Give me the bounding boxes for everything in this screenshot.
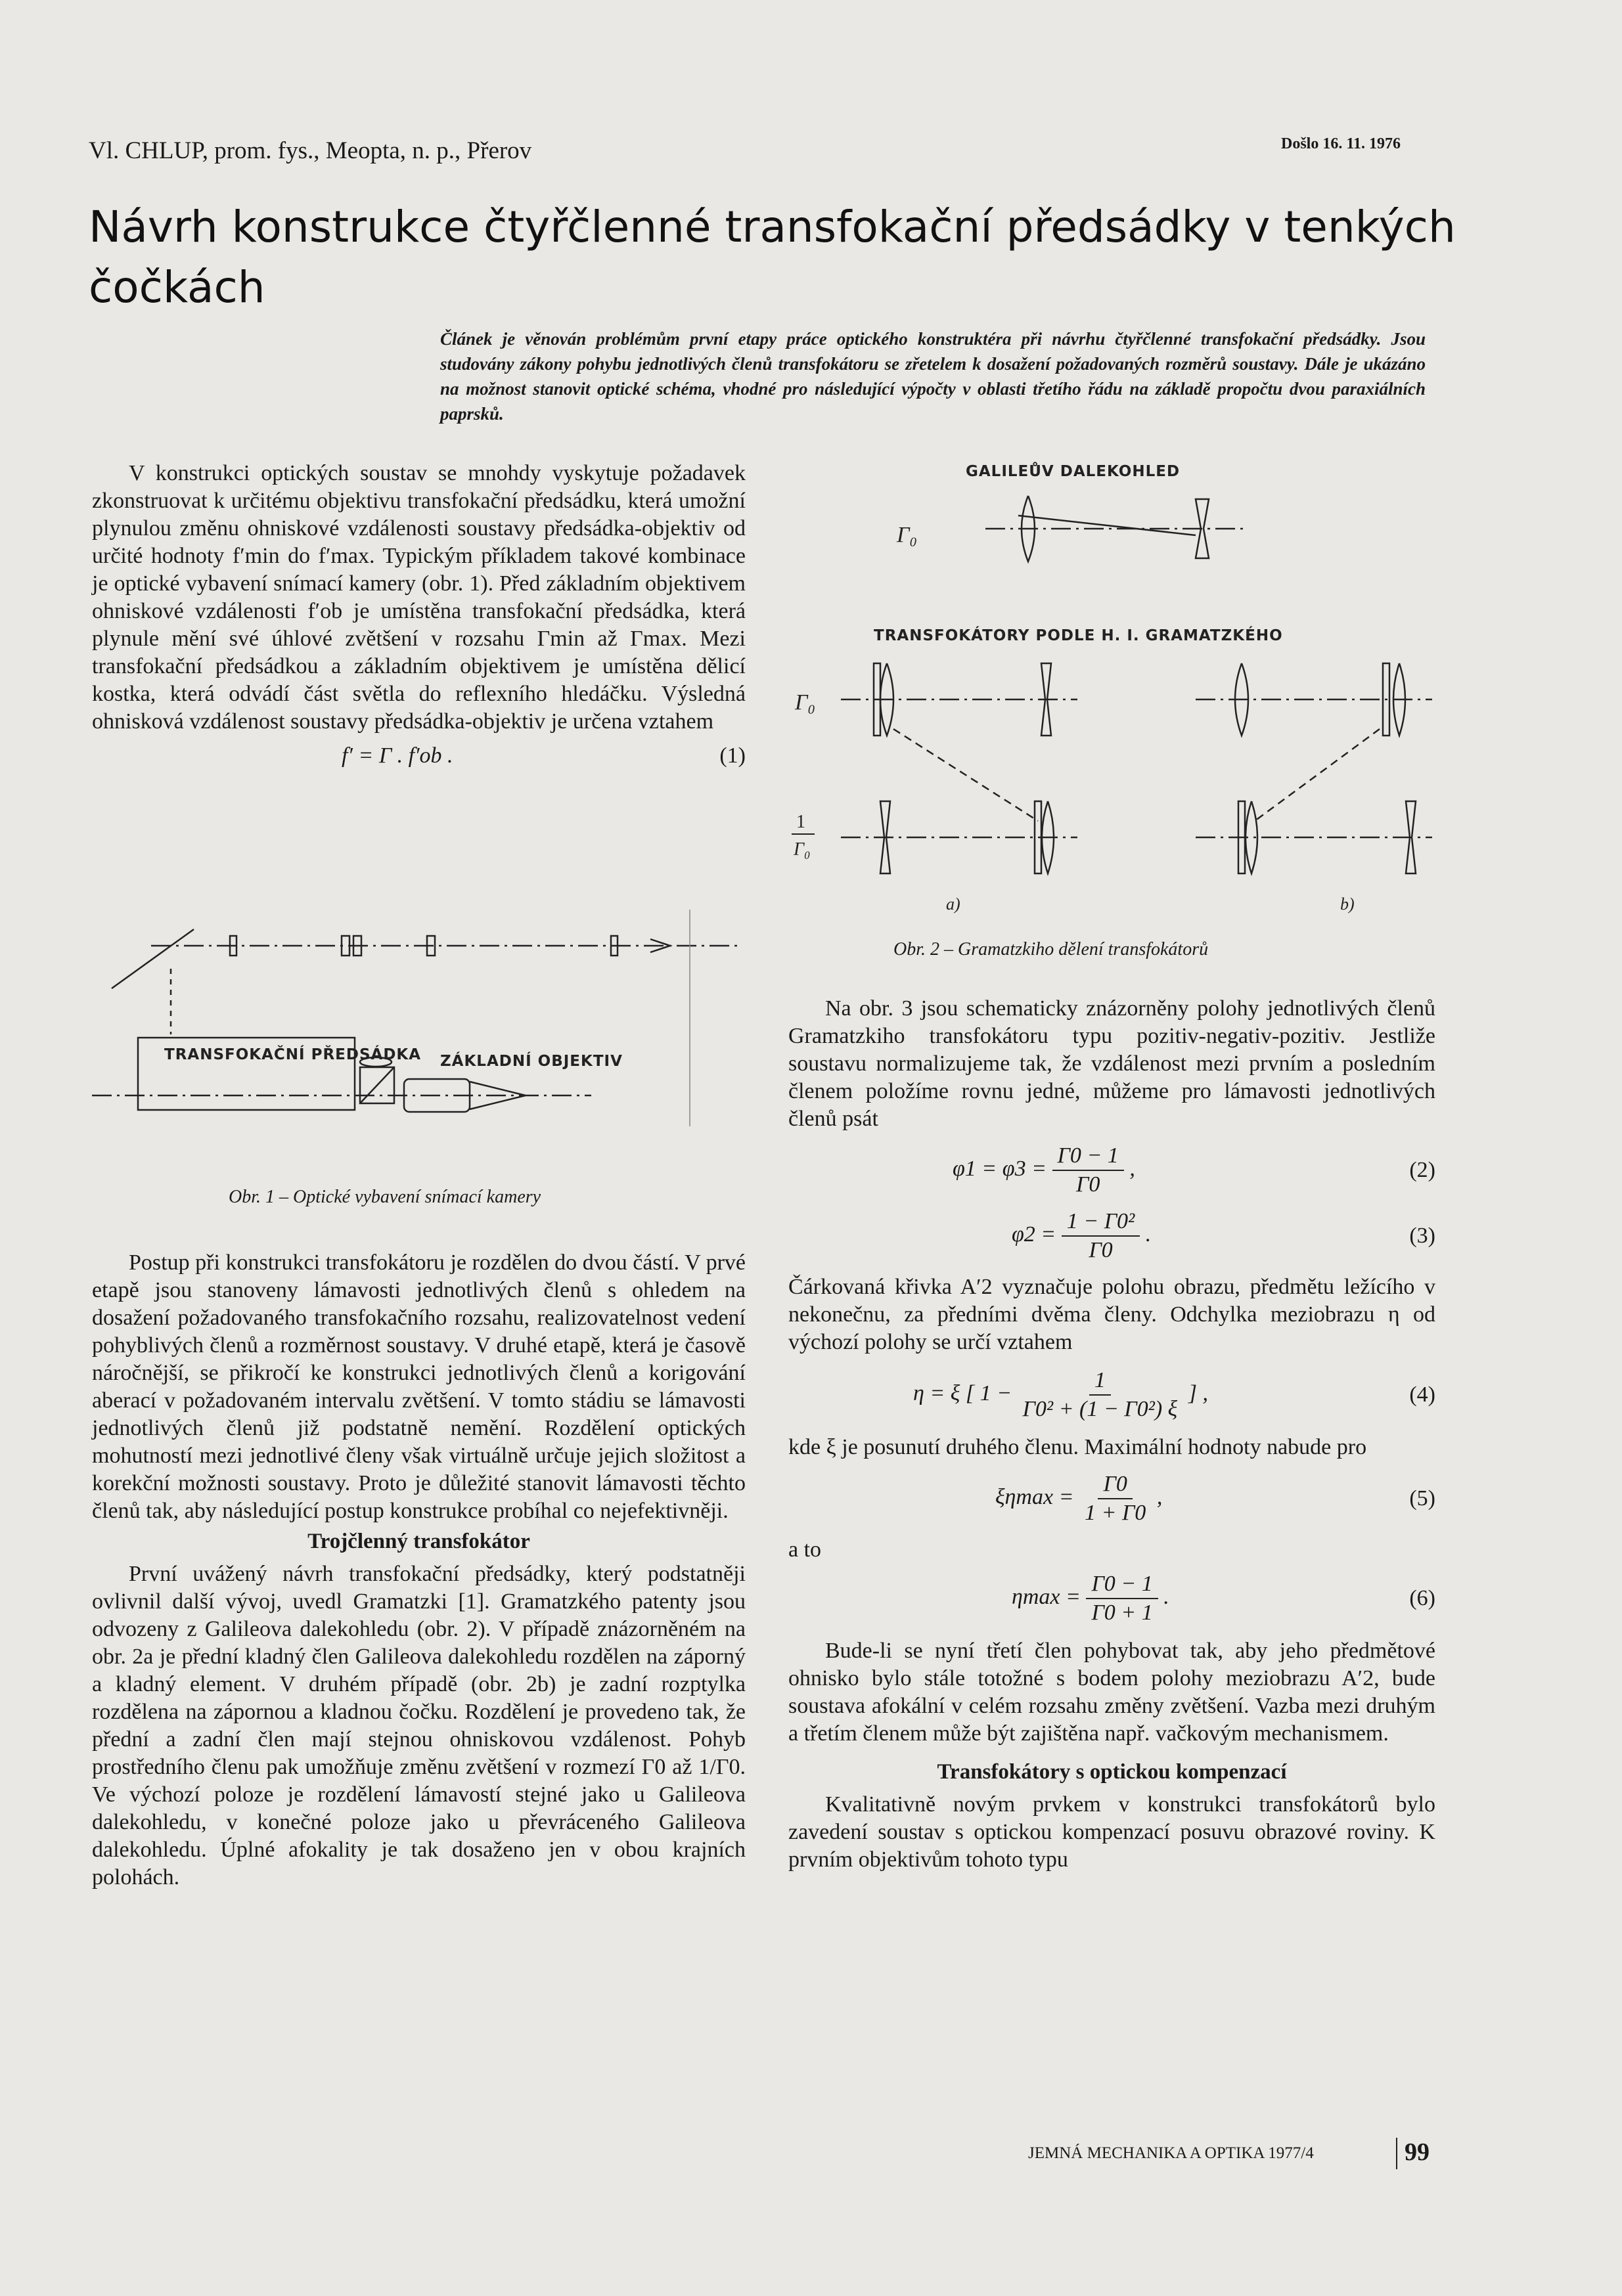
equation-3-number: (3) <box>1409 1224 1435 1248</box>
equation-3-numerator: 1 − Γ0² <box>1062 1208 1140 1237</box>
symbol-gamma-galileo: Γ₀ <box>897 523 918 547</box>
received-date: Došlo 16. 11. 1976 <box>1281 135 1401 152</box>
paragraph-intro: V konstrukci optických soustav se mnohdy vyskytuje požadavek zkonstruovat k určitému objektivu transfokační předsádku, která umožní plynulou změnu ohniskové vzdálenosti soustavy předsádka-objektiv od určité hodnoty f′min do f′max. Typickým příkladem takové kombinace je optické vybavení snímací kamery (obr. 1). Před základním objektivem ohniskové vzdálenosti f′ob je umístěna transfokační předsádka, která plynule mění své úhlové zvětšení v rozsahu Γmin až Γmax. Mezi transfokační předsádkou a základním objektivem je umístěna dělicí kostka, která odvádí část světla do reflexního hledáčku. Výsledná ohnisková vzdálenost soustavy předsádka-objektiv je určena vztahem <box>92 461 746 734</box>
journal-footer: JEMNÁ MECHANIKA A OPTIKA 1977/4 <box>1028 2144 1314 2162</box>
equation-4-number: (4) <box>1409 1382 1435 1407</box>
label-b: b) <box>1340 894 1355 914</box>
abstract: Článek je věnován problémům první etapy práce optického konstruktéra při návrhu čtyřčlenné transfokační předsádky. Jsou studovány zákony pohybu jednotlivých členů transfokátoru se zřetelem k dosažení požadovaných rozměrů soustavy. Dále je ukázáno na možnost stanovit optické schéma, vhodné pro následující výpočty v oblasti třetího řádu na základě propočtu dvou paraxiálních paprsků. <box>440 329 1426 424</box>
subheading-optical-compensation: Transfokátory s optickou kompenzací <box>937 1760 1287 1784</box>
equation-5-numerator: Γ0 <box>1098 1470 1132 1499</box>
paragraph-gramatzki: První uvážený návrh transfokační předsádky, který podstatněji ovlivnil další vývoj, uvedl Gramatzki [1]. Gramatzkého patenty jsou odvozeny z Galileova dalekohledu (obr. 2). V případě znázorněném na obr. 2a je přední kladný člen Galileova dalekohledu rozdělen na záporný a kladný element. V druhém případě (obr. 2b) je zadní rozptylka rozdělena na zápornou a kladnou čočku. Rozdělení je provedeno tak, že přední a zadní člen mají stejnou ohniskovou vzdálenost. Pohyb prostředního členu pak umožňuje změnu zvětšení v rozmezí Γ0 až 1/Γ0. Ve výchozí poloze je rozdělení lámavostí stejné jako u Galileova dalekohledu, v konečné poloze jako u převráceného Galileova dalekohledu. Úplné afokality je tak dosaženo jen v obou krajních polohách. <box>92 1562 746 1889</box>
label-galileo: GALILEŮV DALEKOHLED <box>966 463 1181 480</box>
left-column-top <box>92 460 746 770</box>
equation-2-number: (2) <box>1409 1158 1435 1182</box>
equation-6: ηmax = $\frac{\Gamma 0 - 1}{\Gamma 0 + 1}$ . (6) <box>788 1570 1435 1627</box>
equation-1-number: (1) <box>719 743 746 768</box>
equation-6-lhs: ηmax = <box>1012 1584 1081 1609</box>
page-number: 99 <box>1405 2138 1430 2166</box>
equation-2-lhs: φ1 = φ3 = <box>953 1156 1047 1181</box>
equation-4-rhs: ] , <box>1188 1380 1208 1405</box>
paragraph-fig3: Na obr. 3 jsou schematicky znázorněny polohy jednotlivých členů Gramatzkiho transfokátoru typu pozitiv-negativ-pozitiv. Jestliže soustavu normalizujeme tak, že vzdálenost mezi prvním a posledním členem položíme rovnu jedné, můžeme pro lámavosti jednotlivých členů psát <box>788 996 1435 1131</box>
equation-4 <box>788 1367 1435 1423</box>
equation-2-denominator: Γ0 <box>1075 1172 1100 1197</box>
label-gramatzki: TRANSFOKÁTORY PODLE H. I. GRAMATZKÉHO <box>874 627 1283 644</box>
equation-4-numerator: 1 <box>1089 1367 1111 1396</box>
equation-4-lhs: η = ξ [ 1 − <box>913 1380 1012 1405</box>
figure-2-diagram <box>788 453 1445 939</box>
equation-2: φ1 = φ3 = $\frac{\Gamma 0 - 1}{\Gamma 0}$ , (2) <box>788 1142 1435 1199</box>
footer-divider <box>1396 2138 1397 2169</box>
equation-5-denominator: 1 + Γ0 <box>1085 1501 1146 1525</box>
path-b <box>1255 729 1380 821</box>
paragraph-afocal: Bude-li se nyní třetí člen pohybovat tak, aby jeho předmětové ohnisko bylo stále totožné s bodem polohy meziobrazu A′2, bude soustava afokální v celém rozsahu změny zvětšení. Vazba mezi druhým a třetím členem může být zajištěna např. vačkovým mechanismem. <box>788 1639 1435 1746</box>
figure-1-caption: Obr. 1 – Optické vybavení snímací kamery <box>229 1187 541 1207</box>
equation-3-denominator: Γ0 <box>1089 1238 1113 1262</box>
symbol-inv-num: 1 <box>796 812 805 832</box>
left-column-bottom <box>92 1249 746 1891</box>
equation-4-denominator: Γ0² + (1 − Γ0²) ξ <box>1022 1397 1178 1421</box>
paragraph-image-curve: Čárkovaná křivka A′2 vyznačuje polohu obrazu, předmětu ležícího v nekonečnu, za předními dvěma členy. Odchylka meziobrazu η od výchozí polohy se určí vztahem <box>788 1275 1435 1354</box>
figure-2-caption: Obr. 2 – Gramatzkiho dělení transfokátorů <box>893 939 1209 960</box>
equation-5-lhs: ξηmax = <box>995 1484 1074 1509</box>
equation-5: ξηmax = $\frac{\Gamma 0}{1 + \Gamma 0}$ , (5) <box>788 1470 1435 1527</box>
equation-3-lhs: φ2 = <box>1012 1222 1056 1247</box>
equation-5-number: (5) <box>1409 1486 1435 1511</box>
paragraph-compensation: Kvalitativně novým prvkem v konstrukci transfokátorů bylo zavedení soustav s optickou kompenzací posuvu obrazové roviny. K prvním objektivům tohoto typu <box>788 1792 1435 1872</box>
text-a-to: a to <box>788 1537 822 1562</box>
mirror-line <box>112 929 194 988</box>
author-line: Vl. CHLUP, prom. fys., Meopta, n. p., Přerov <box>89 137 532 164</box>
equation-2-numerator: Γ0 − 1 <box>1052 1142 1124 1171</box>
equation-6-number: (6) <box>1409 1586 1435 1610</box>
equation-1-body: f′ = Γ . f′ob . <box>342 743 453 768</box>
galileo-ray <box>1018 516 1196 535</box>
right-column <box>788 995 1435 1874</box>
paragraph-max: kde ξ je posunutí druhého členu. Maximální hodnoty nabude pro <box>788 1435 1367 1459</box>
symbol-gamma-row1: Γ₀ <box>795 690 816 715</box>
equation-6-numerator: Γ0 − 1 <box>1086 1570 1158 1599</box>
path-a <box>893 729 1038 821</box>
equation-1 <box>92 742 746 770</box>
subheading-three-member: Trojčlenný transfokátor <box>307 1530 530 1553</box>
label-transfocal: TRANSFOKAČNÍ PŘEDSÁDKA <box>164 1046 422 1063</box>
article-title: Návrh konstrukce čtyřčlenné transfokační předsádky v tenkých čočkách <box>89 202 1456 313</box>
paragraph-procedure: Postup při konstrukci transfokátoru je rozdělen do dvou částí. V prvé etapě jsou stanoveny lámavosti jednotlivých členů s ohledem na dosažení požadovaného transfokačního rozsahu, realizovatelnost vedení pohyblivých členů a rozměrnost soustavy. V druhé etapě, která je časově náročnější, se přikročí ke konstrukci jednotlivých členů a korigování aberací v požadovaném intervalu zvětšení. V tomto stádiu se lámavosti jednotlivých členů již podstatně nemění. Rozdělení optických mohutností mezi jednotlivé členy však virtuálně určuje jejich složitost a korekční možnosti soustavy. Proto je důležité stanovit lámavosti těchto členů tak, aby následující postup konstrukce probíhal co nejefektivněji. <box>92 1250 746 1523</box>
figure-1-diagram <box>92 910 749 1126</box>
label-objective: ZÁKLADNÍ OBJEKTIV <box>440 1053 623 1070</box>
label-a: a) <box>946 894 960 914</box>
symbol-inv-den: Γ₀ <box>794 839 811 860</box>
equation-3: φ2 = $\frac{\text{1 − Γ0²}}{\Gamma 0}$ . (3) <box>788 1208 1435 1264</box>
equation-6-denominator: Γ0 + 1 <box>1091 1601 1153 1625</box>
